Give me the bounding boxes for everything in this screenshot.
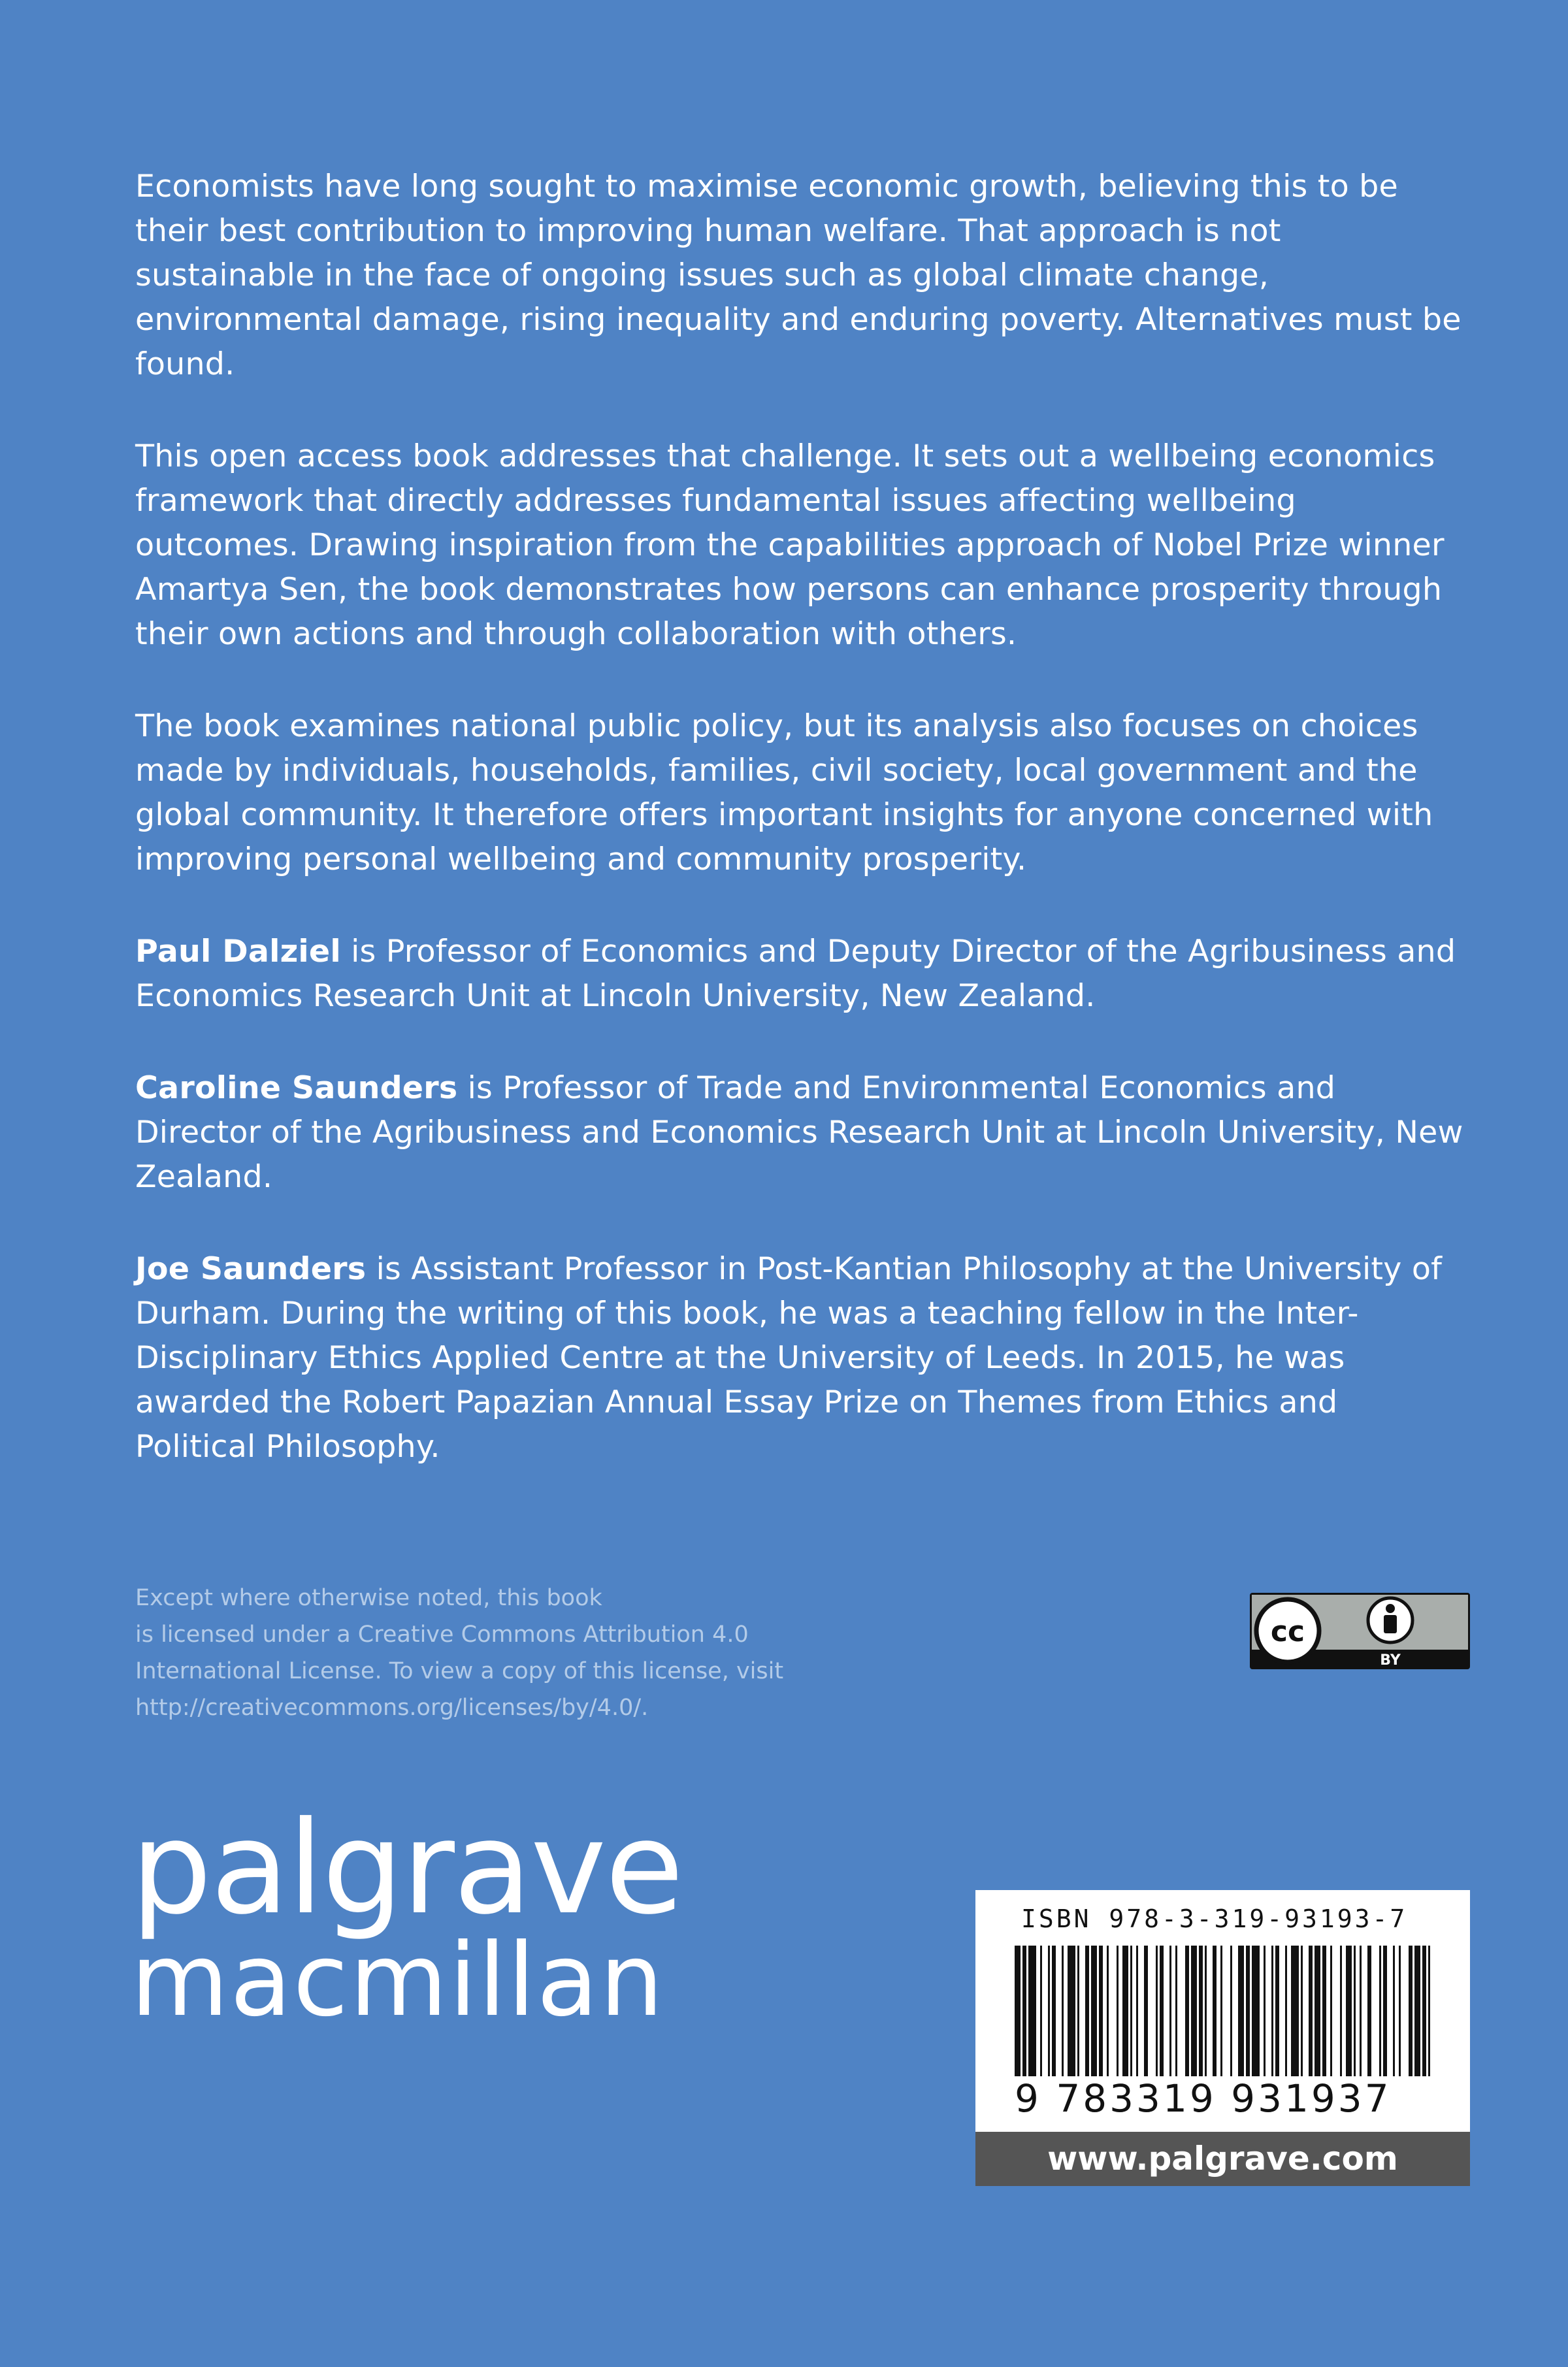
barcode-bar	[1175, 1946, 1177, 2076]
barcode-bar	[1130, 1946, 1132, 2076]
barcode-bar	[1264, 1946, 1266, 2076]
barcode-bar	[1107, 1946, 1109, 2076]
barcode-bar	[1015, 1946, 1021, 2076]
isbn-barcode	[975, 1890, 1470, 2186]
blurb-paragraph-2: This open access book addresses that challenge. It sets out a wellbeing economics framework that directly addresses fundamental issues affecting wellbeing outcomes. Drawing inspiration from the capabilities approach of Nobel Prize winner Amartya Sen, the book demonstrates how persons can enhance prosperity through their own actions and through collaboration with others.	[135, 438, 1445, 652]
barcode-bar	[1117, 1946, 1119, 2076]
barcode-bar	[1246, 1946, 1250, 2076]
barcode-bar	[1367, 1946, 1371, 2076]
barcode-bar	[1315, 1946, 1320, 2076]
barcode-bar	[1354, 1946, 1356, 2076]
barcode-bar	[1156, 1946, 1158, 2076]
logo-line-macmillan: macmillan	[131, 1922, 665, 2039]
barcode-bar	[1169, 1946, 1171, 2076]
barcode-bar	[1322, 1946, 1326, 2076]
barcode-bar	[1191, 1946, 1197, 2076]
barcode-bar	[1160, 1946, 1164, 2076]
barcode-bar	[1238, 1946, 1244, 2076]
author-bio-3	[135, 1247, 1468, 1469]
author-bio-text: is Professor of Economics and Deputy Director of the Agribusiness and Economics Research Unit at Lincoln University, New Zealand.	[135, 934, 1456, 1014]
barcode-bar	[1213, 1946, 1217, 2076]
barcode-bar	[1252, 1946, 1260, 2076]
barcode-bar	[1028, 1946, 1036, 2076]
barcode-bar	[1428, 1946, 1430, 2076]
license-line: is licensed under a Creative Commons Attribution 4.0	[135, 1622, 749, 1648]
barcode-bar	[1271, 1946, 1273, 2076]
isbn-label: ISBN 978-3-319-93193-7	[1021, 1904, 1408, 1933]
barcode-bar	[1052, 1946, 1056, 2076]
barcode-bar	[1085, 1946, 1089, 2076]
barcode-bar	[1230, 1946, 1232, 2076]
barcode-bar	[1340, 1946, 1342, 2076]
author-bio-2	[135, 1066, 1468, 1200]
publisher-logo	[131, 1794, 683, 2039]
back-cover-text	[135, 165, 1468, 1517]
logo-line-palgrave: palgrave	[131, 1794, 683, 1943]
author-name: Paul Dalziel	[135, 934, 341, 970]
license-url: http://creativecommons.org/licenses/by/4.0/.	[135, 1695, 649, 1721]
barcode-digits: 9 783319 931937	[1015, 2076, 1392, 2121]
barcode-bar	[1144, 1946, 1148, 2076]
barcode-bar	[1022, 1946, 1026, 2076]
barcode-bar	[1330, 1946, 1332, 2076]
barcode-bar	[1285, 1946, 1287, 2076]
license-line: International License. To view a copy of this license, visit	[135, 1658, 784, 1684]
barcode-bar	[1409, 1946, 1413, 2076]
author-bio-1	[135, 930, 1468, 1019]
barcode-bar	[1393, 1946, 1395, 2076]
barcode-bar	[1205, 1946, 1207, 2076]
barcode-bar	[1199, 1946, 1203, 2076]
barcode-bar	[1422, 1946, 1426, 2076]
barcode-bar	[1399, 1946, 1401, 2076]
cc-by-badge	[1250, 1593, 1470, 1669]
barcode-bar	[1275, 1946, 1279, 2076]
barcode-bar	[1414, 1946, 1420, 2076]
barcode-bar	[1309, 1946, 1313, 2076]
barcode-bar	[1291, 1946, 1299, 2076]
by-label: BY	[1380, 1652, 1401, 1669]
barcode-bar	[1346, 1946, 1352, 2076]
cc-by-icon	[1250, 1593, 1470, 1669]
barcode-bar	[1136, 1946, 1138, 2076]
barcode-bar	[1068, 1946, 1075, 2076]
barcode-bar	[1040, 1946, 1042, 2076]
author-name: Joe Saunders	[135, 1251, 367, 1287]
barcode-bar	[1383, 1946, 1387, 2076]
barcode-bar	[1185, 1946, 1189, 2076]
blurb-paragraph-1: Economists have long sought to maximise economic growth, believing this to be their best contribution to improving human welfare. That approach is not sustainable in the face of ongoing issues such as global climate change, environmental damage, rising inequality and enduring poverty. Alternatives must be found.	[135, 169, 1462, 382]
barcode-bar	[1099, 1946, 1103, 2076]
license-notice	[135, 1580, 887, 1726]
license-line: Except where otherwise noted, this book	[135, 1585, 602, 1611]
barcode-bar	[1062, 1946, 1064, 2076]
publisher-website: www.palgrave.com	[975, 2132, 1470, 2186]
barcode-bar	[1360, 1946, 1362, 2076]
barcode-bar	[1220, 1946, 1222, 2076]
barcode-bar	[1048, 1946, 1050, 2076]
author-bio-text: is Assistant Professor in Post-Kantian Philosophy at the University of Durham. During the writing of this book, he was a teaching fellow in the Inter-Disciplinary Ethics Applied Centre at the University of Leeds. In 2015, he was awarded the Robert Papazian Annual Essay Prize on Themes from Ethics and Political Philosophy.	[135, 1251, 1443, 1465]
barcode-bar	[1091, 1946, 1097, 2076]
barcode-bar	[1077, 1946, 1079, 2076]
author-bio-text: is Professor of Trade and Environmental Economics and Director of the Agribusiness and Economics Research Unit at Lincoln University, New Zealand.	[135, 1070, 1463, 1195]
blurb-paragraph-3: The book examines national public policy, but its analysis also focuses on choices made by individuals, households, families, civil society, local government and the global community. It therefore offers important insights for anyone concerned with improving personal wellbeing and community prosperity.	[135, 708, 1433, 877]
author-name: Caroline Saunders	[135, 1070, 458, 1106]
barcode-bar	[1301, 1946, 1303, 2076]
cc-glyph: cc	[1270, 1615, 1305, 1648]
barcode-bar	[1122, 1946, 1128, 2076]
barcode-bar	[1379, 1946, 1381, 2076]
